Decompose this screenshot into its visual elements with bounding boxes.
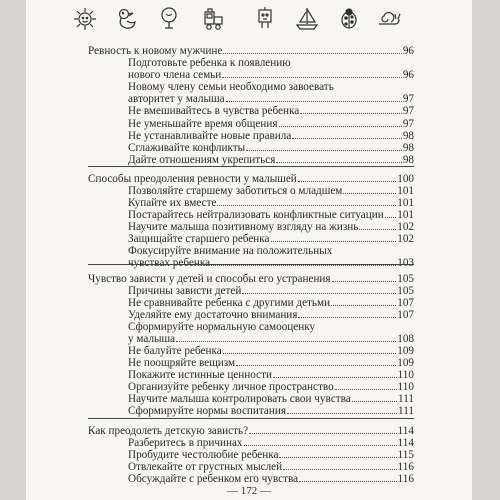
dot-leader bbox=[279, 448, 396, 458]
toc-page-number: 102 bbox=[397, 221, 414, 233]
toc-page-number: 110 bbox=[397, 381, 414, 393]
toc-entry-title: Новому члену семьи необходимо завоевать bbox=[128, 81, 334, 93]
toc-page-number: 96 bbox=[402, 69, 414, 81]
toc-page-number: 110 bbox=[397, 369, 414, 381]
toc-entry-title: Сглаживайте конфликты bbox=[128, 142, 246, 154]
toc-entry bbox=[128, 104, 414, 118]
dot-leader bbox=[332, 272, 397, 282]
toc-entry-title: Чувство зависти у детей и способы его устранения bbox=[88, 273, 331, 285]
toc-entry-title: Фокусируйте внимание на положительных bbox=[128, 245, 333, 257]
toc-page-number: 101 bbox=[397, 197, 414, 209]
toc-page-number: 100 bbox=[397, 173, 414, 185]
toc-page-number: 101 bbox=[397, 209, 414, 221]
dot-leader bbox=[222, 68, 402, 78]
toc-page-number: 114 bbox=[397, 425, 414, 437]
dot-leader bbox=[352, 392, 397, 402]
toc-page-number: 97 bbox=[402, 93, 414, 105]
toc-page-number: 109 bbox=[397, 345, 414, 357]
toc-page-number: 116 bbox=[397, 461, 414, 473]
dot-leader bbox=[335, 380, 397, 390]
toc-entry-title: Защищайте старшего ребенка bbox=[128, 233, 270, 245]
toc-entry-title: Сформируйте нормальную самооценку bbox=[128, 321, 316, 333]
toc-entry-title: чувствах ребенка bbox=[128, 257, 211, 269]
dot-leader bbox=[176, 332, 396, 342]
dot-leader bbox=[271, 232, 397, 242]
toc-entry-title: Не устанавливайте новые правила bbox=[128, 130, 292, 142]
toc-page-number: 102 bbox=[397, 233, 414, 245]
toc-entry-title: Не уменьшайте время общения bbox=[128, 118, 278, 130]
toc-entry-title: Дайте отношениям укрепиться bbox=[128, 154, 276, 166]
toc-entry bbox=[128, 256, 414, 270]
toc-entry-title: Постарайтесь нейтрализовать конфликтные ситуации bbox=[128, 209, 384, 221]
dot-leader bbox=[246, 141, 402, 151]
table-of-contents bbox=[26, 0, 472, 500]
toc-entry-title: Научите малыша позитивному взгляду на жизнь bbox=[128, 221, 359, 233]
toc-page-number: 116 bbox=[397, 473, 414, 485]
toc-entry-title: Организуйте ребенку личное пространство bbox=[128, 381, 334, 393]
toc-page-number: 103 bbox=[397, 257, 414, 269]
toc-entry-title: Разберитесь в причинах bbox=[128, 437, 243, 449]
toc-entry bbox=[128, 153, 414, 167]
toc-entry-title: Подготовьте ребенка к появлению bbox=[128, 57, 291, 69]
book-page bbox=[26, 0, 472, 500]
dot-leader bbox=[385, 208, 397, 218]
dot-leader bbox=[273, 368, 397, 378]
dot-leader bbox=[226, 92, 402, 102]
section-divider bbox=[88, 264, 414, 265]
toc-entry-title: Ревность к новому мужчине bbox=[88, 45, 223, 57]
dot-leader bbox=[283, 460, 396, 470]
dot-leader bbox=[276, 153, 401, 163]
toc-page-number: 97 bbox=[402, 105, 414, 117]
toc-entry-title: Уделяйте ему достаточно внимания bbox=[128, 309, 298, 321]
dot-leader bbox=[331, 296, 396, 306]
toc-page-number: 115 bbox=[397, 449, 414, 461]
toc-page-number: 111 bbox=[398, 405, 414, 417]
toc-entry-title: Позволяйте старшему заботиться о младшем bbox=[128, 185, 343, 197]
toc-page-number: 98 bbox=[402, 142, 414, 154]
toc-page-number: 105 bbox=[397, 285, 414, 297]
toc-page-number: 109 bbox=[397, 357, 414, 369]
dot-leader bbox=[300, 104, 402, 114]
toc-entry-title: Купайте их вместе bbox=[128, 197, 217, 209]
toc-entry-title: Не сравнивайте ребенка с другими детьми bbox=[128, 297, 331, 309]
toc-entry-title: Покажите истинные ценности bbox=[128, 369, 272, 381]
toc-entry-title: Пробудите честолюбие ребенка bbox=[128, 449, 279, 461]
dot-leader bbox=[298, 172, 396, 182]
toc-page-number: 97 bbox=[402, 118, 414, 130]
dot-leader bbox=[236, 356, 396, 366]
dot-leader bbox=[242, 284, 396, 294]
toc-entry-title: Причины зависти детей bbox=[128, 285, 242, 297]
dot-leader bbox=[359, 220, 396, 230]
toc-entry-title: Научите малыша контролировать свои чувства bbox=[128, 393, 351, 405]
dot-leader bbox=[217, 196, 396, 206]
dot-leader bbox=[244, 436, 397, 446]
dot-leader bbox=[249, 424, 397, 434]
toc-entry-title: Способы преодоления ревности у малышей bbox=[88, 173, 297, 185]
toc-entry-title: у малыша bbox=[128, 333, 176, 345]
toc-entry-title: Как преодолеть детскую зависть? bbox=[88, 425, 249, 437]
dot-leader bbox=[298, 308, 396, 318]
toc-page-number: 111 bbox=[398, 393, 414, 405]
toc-entry-title: Сформируйте нормы воспитания bbox=[128, 405, 287, 417]
toc-page-number: 98 bbox=[402, 154, 414, 166]
dot-leader bbox=[292, 129, 402, 139]
toc-page-number: 114 bbox=[397, 437, 414, 449]
toc-entry-title: нового члена семьи bbox=[128, 69, 222, 81]
dot-leader bbox=[223, 44, 401, 54]
dot-leader bbox=[287, 404, 397, 414]
toc-page-number: 107 bbox=[397, 297, 414, 309]
toc-entry-title: Обсуждайте с ребенком его чувства bbox=[128, 473, 299, 485]
toc-entry-title: Отвлекайте от грустных мыслей bbox=[128, 461, 283, 473]
toc-page-number: 96 bbox=[402, 45, 414, 57]
toc-entry-title: авторитет у малыша bbox=[128, 93, 225, 105]
section-divider bbox=[88, 418, 414, 419]
toc-page-number: 108 bbox=[397, 333, 414, 345]
dot-leader bbox=[343, 184, 396, 194]
dot-leader bbox=[279, 117, 402, 127]
toc-entry bbox=[128, 404, 414, 418]
toc-entry-title: Не балуйте ребенка bbox=[128, 345, 222, 357]
toc-entry-title: Не поощряйте вещизм bbox=[128, 357, 236, 369]
dot-leader bbox=[299, 472, 397, 482]
toc-page-number: 105 bbox=[397, 273, 414, 285]
page-number: — 172 — bbox=[227, 485, 271, 497]
toc-page-number: 107 bbox=[397, 309, 414, 321]
section-divider bbox=[88, 166, 414, 167]
toc-page-number: 101 bbox=[397, 185, 414, 197]
toc-page-number: 98 bbox=[402, 130, 414, 142]
toc-entry-title: Не вмешивайтесь в чувства ребенка bbox=[128, 105, 300, 117]
dot-leader bbox=[223, 344, 397, 354]
